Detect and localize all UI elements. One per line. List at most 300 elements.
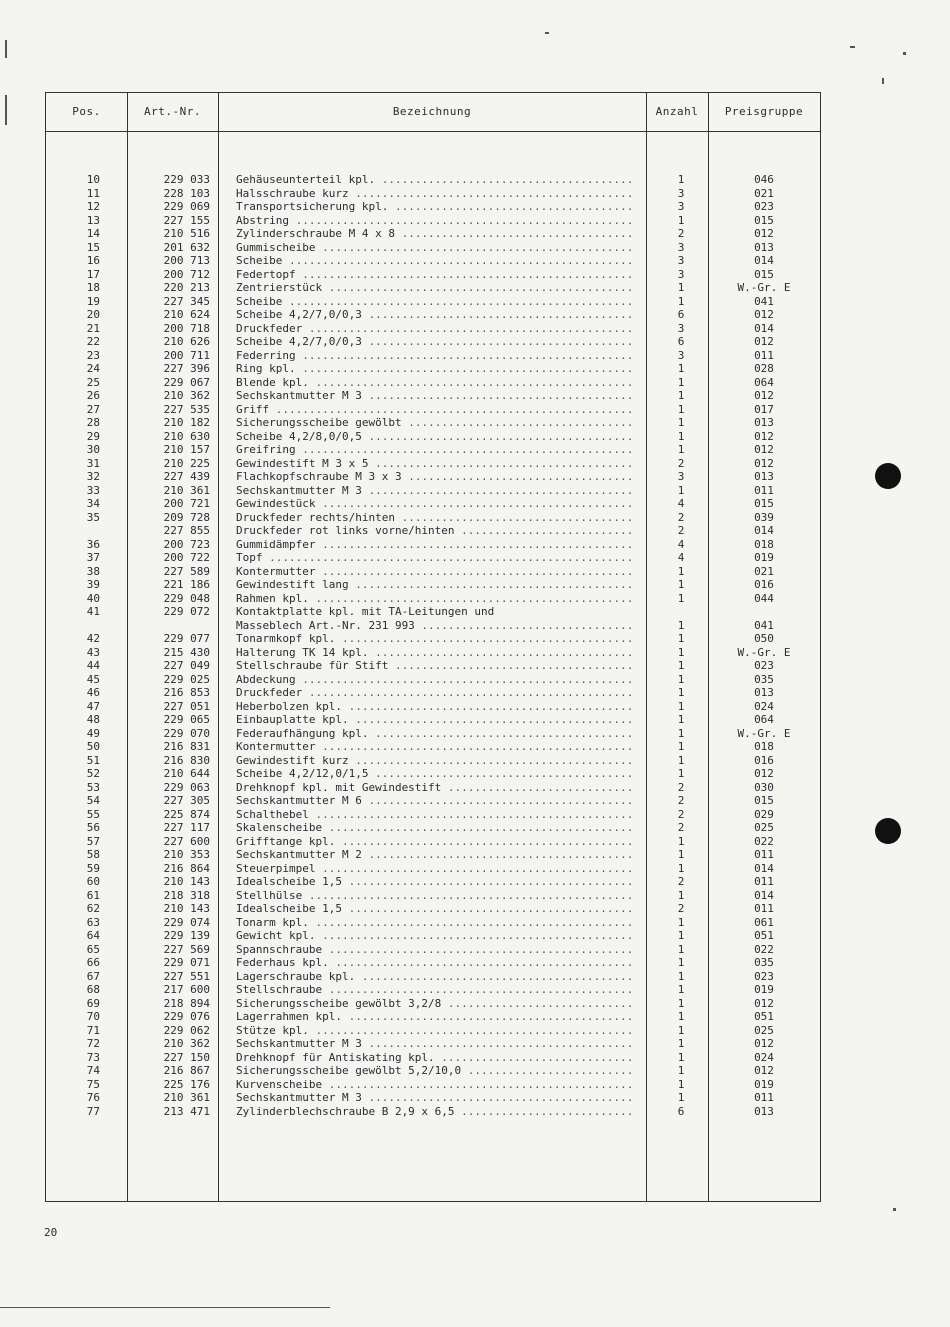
- part-description: [236, 403, 634, 417]
- price-group: 012: [754, 456, 774, 470]
- part-description: [236, 484, 634, 498]
- article-number: 229 033: [163, 173, 210, 186]
- position-number: 44: [86, 659, 100, 672]
- price-group: 015: [754, 267, 774, 281]
- table-row: [46, 511, 820, 525]
- price-group: 064: [754, 713, 774, 726]
- article-number: 210 624: [163, 308, 210, 321]
- part-description-line: Sicherungsscheibe gewölbt 5,2/10,0 .....: [236, 1064, 634, 1078]
- quantity: 1: [677, 173, 685, 186]
- position-number: 55: [86, 807, 100, 821]
- table-row: [46, 457, 820, 471]
- quantity: 2: [677, 456, 685, 470]
- scan-mark: [850, 46, 855, 48]
- part-description: [236, 524, 634, 538]
- header-bezeichnung: Bezeichnung: [392, 105, 472, 118]
- quantity: 1: [677, 1037, 685, 1050]
- part-description-line: Sechskantmutter M 2 .....: [236, 848, 634, 862]
- table-row: [46, 565, 820, 579]
- article-number: 216 864: [163, 861, 210, 875]
- part-description-line: Kontermutter .....: [236, 740, 634, 754]
- part-description: [236, 686, 634, 700]
- part-description: [236, 281, 634, 295]
- article-number: 216 853: [163, 686, 210, 699]
- quantity: 1: [677, 375, 685, 389]
- article-number: 229 077: [163, 632, 210, 645]
- part-description: [236, 673, 634, 687]
- article-number: 229 076: [163, 1010, 210, 1023]
- part-description: [236, 781, 634, 795]
- part-description-line: Sechskantmutter M 3 .....: [236, 1091, 634, 1105]
- part-description: [236, 646, 634, 660]
- part-description: [236, 349, 634, 363]
- scan-mark: [882, 78, 884, 84]
- article-number: 227 049: [163, 659, 210, 672]
- quantity: 1: [677, 848, 685, 861]
- quantity: 1: [677, 578, 685, 591]
- quantity: 6: [677, 1104, 685, 1118]
- quantity: 1: [677, 861, 685, 875]
- table-row: [46, 268, 820, 282]
- part-description-line: Zylinderblechschraube B 2,9 x 6,5 .....: [236, 1105, 634, 1119]
- table-row: [46, 308, 820, 322]
- quantity: 1: [677, 888, 685, 902]
- part-description: [236, 214, 634, 228]
- table-row: [46, 727, 820, 741]
- position-number: 57: [86, 834, 100, 848]
- part-description-line: Scheibe 4,2/12,0/1,5 .....: [236, 767, 634, 781]
- table-row: [46, 862, 820, 876]
- article-number: 200 718: [163, 321, 210, 335]
- position-number: 72: [86, 1037, 100, 1050]
- header-pos: Pos.: [72, 105, 101, 118]
- part-description: [236, 862, 634, 876]
- quantity: 1: [677, 564, 685, 578]
- quantity: 3: [677, 186, 685, 200]
- position-number: 10: [86, 173, 100, 186]
- part-description-line: Gewindestift lang .....: [236, 578, 634, 592]
- part-description: [236, 443, 634, 457]
- position-number: 22: [86, 335, 100, 348]
- position-number: 26: [86, 389, 100, 402]
- article-number: 229 069: [163, 200, 210, 213]
- table-row: [46, 416, 820, 430]
- part-description-line: Kurvenscheibe .....: [236, 1078, 634, 1092]
- price-group: 019: [754, 983, 774, 996]
- position-number: 66: [86, 956, 100, 969]
- part-description: [236, 592, 634, 606]
- article-number: 210 644: [163, 767, 210, 780]
- table-row: [46, 767, 820, 781]
- table-row: [46, 551, 820, 565]
- table-row: [46, 470, 820, 484]
- position-number: 71: [86, 1023, 100, 1037]
- quantity: 1: [677, 389, 685, 402]
- quantity: 3: [677, 470, 685, 483]
- price-group: 011: [754, 348, 774, 362]
- part-description: [236, 605, 634, 632]
- part-description-line: Druckfeder rot links vorne/hinten .....: [236, 524, 634, 538]
- quantity: 1: [677, 416, 685, 429]
- position-number: 63: [86, 915, 100, 929]
- quantity: 1: [677, 983, 685, 996]
- part-description-line: Griff .....: [236, 403, 634, 417]
- position-number: 37: [86, 551, 100, 564]
- price-group: 025: [754, 1023, 774, 1037]
- position-number: 23: [86, 348, 100, 362]
- part-description: [236, 565, 634, 579]
- position-number: 14: [86, 227, 100, 240]
- position-number: 40: [86, 591, 100, 605]
- part-description-line: Abstring .....: [236, 214, 634, 228]
- price-group: 046: [754, 173, 774, 186]
- article-number: 210 157: [163, 443, 210, 456]
- price-group: 013: [754, 416, 774, 429]
- price-group: 019: [754, 1077, 774, 1091]
- part-description-line: Scheibe 4,2/7,0/0,3 .....: [236, 308, 634, 322]
- article-number: 227 305: [163, 794, 210, 807]
- part-description: [236, 632, 634, 646]
- part-description: [236, 538, 634, 552]
- table-row: [46, 1051, 820, 1065]
- price-group: W.-Gr. E: [737, 726, 791, 740]
- part-description-line: Stütze kpl. .....: [236, 1024, 634, 1038]
- part-description: [236, 727, 634, 741]
- article-number: 210 361: [163, 1091, 210, 1104]
- article-number: 227 345: [163, 294, 210, 308]
- position-number: 51: [86, 753, 100, 767]
- quantity: 1: [677, 213, 685, 227]
- part-description-line: Scheibe 4,2/7,0/0,3 .....: [236, 335, 634, 349]
- price-group: 024: [754, 1050, 774, 1064]
- article-number: 218 894: [163, 996, 210, 1010]
- position-number: 30: [86, 443, 100, 456]
- part-description-line: Skalenscheibe .....: [236, 821, 634, 835]
- price-group: 012: [754, 429, 774, 443]
- position-number: 33: [86, 483, 100, 497]
- article-number: 229 048: [163, 591, 210, 605]
- part-description-line: Zylinderschraube M 4 x 8 .....: [236, 227, 634, 241]
- price-group: 023: [754, 200, 774, 213]
- position-number: 60: [86, 875, 100, 888]
- part-description-line: Sechskantmutter M 3 .....: [236, 1037, 634, 1051]
- quantity: 1: [677, 443, 685, 456]
- table-row: [46, 200, 820, 214]
- price-group: W.-Gr. E: [737, 281, 791, 294]
- part-description-line: Gewicht kpl. .....: [236, 929, 634, 943]
- scan-mark: [5, 95, 7, 125]
- article-number: 210 143: [163, 902, 210, 915]
- part-description: [236, 970, 634, 984]
- part-description: [236, 457, 634, 471]
- table-row: [46, 875, 820, 889]
- part-description-line: Federhaus kpl. .....: [236, 956, 634, 970]
- part-description: [236, 497, 634, 511]
- quantity: 1: [677, 996, 685, 1010]
- position-number: 65: [86, 942, 100, 956]
- price-group: 015: [754, 497, 774, 510]
- price-group: 014: [754, 524, 774, 537]
- article-number: 227 600: [163, 834, 210, 848]
- article-number: 225 176: [163, 1077, 210, 1091]
- quantity: 1: [677, 362, 685, 375]
- position-number: 69: [86, 996, 100, 1010]
- position-number: 21: [86, 321, 100, 335]
- part-description: [236, 254, 634, 268]
- part-description-line: Abdeckung .....: [236, 673, 634, 687]
- part-description-line: Federring .....: [236, 349, 634, 363]
- part-description-line: Scheibe 4,2/8,0/0,5 .....: [236, 430, 634, 444]
- part-description-line: Tonarm kpl. .....: [236, 916, 634, 930]
- part-description-line: Scheibe .....: [236, 254, 634, 268]
- part-description: [236, 376, 634, 390]
- part-description-line: Druckfeder .....: [236, 686, 634, 700]
- part-description: [236, 767, 634, 781]
- parts-rows: [46, 173, 820, 1118]
- article-number: 227 551: [163, 969, 210, 983]
- price-group: 018: [754, 537, 774, 551]
- article-number: 229 062: [163, 1023, 210, 1037]
- scan-mark: [893, 1208, 896, 1211]
- part-description: [236, 794, 634, 808]
- quantity: 4: [677, 551, 685, 564]
- table-row: [46, 214, 820, 228]
- price-group: 016: [754, 753, 774, 767]
- table-row: [46, 187, 820, 201]
- quantity: 1: [677, 834, 685, 848]
- table-row: [46, 322, 820, 336]
- article-number: 217 600: [163, 983, 210, 996]
- price-group: 029: [754, 807, 774, 821]
- position-number: 77: [86, 1104, 100, 1118]
- price-group: 035: [754, 672, 774, 686]
- part-description: [236, 1024, 634, 1038]
- part-description: [236, 430, 634, 444]
- position-number: 46: [86, 686, 100, 699]
- part-description-line: Druckfeder rechts/hinten .....: [236, 511, 634, 525]
- position-number: 36: [86, 537, 100, 551]
- header-divider: [46, 131, 820, 132]
- table-row: [46, 983, 820, 997]
- quantity: 2: [677, 510, 685, 524]
- table-row: [46, 997, 820, 1011]
- table-row: [46, 484, 820, 498]
- price-group: 061: [754, 915, 774, 929]
- position-number: 73: [86, 1050, 100, 1064]
- article-number: 227 855: [163, 524, 210, 537]
- part-description: [236, 227, 634, 241]
- quantity: 1: [677, 686, 685, 699]
- part-description: [236, 875, 634, 889]
- article-number: 218 318: [163, 888, 210, 902]
- table-row: [46, 889, 820, 903]
- position-number: 50: [86, 740, 100, 753]
- part-description: [236, 362, 634, 376]
- table-row: [46, 956, 820, 970]
- part-description-line: Halterung TK 14 kpl. .....: [236, 646, 634, 660]
- position-number: 54: [86, 794, 100, 807]
- part-description: [236, 187, 634, 201]
- part-description-line: Stellschraube für Stift .....: [236, 659, 634, 673]
- scan-mark: [5, 40, 7, 58]
- position-number: 75: [86, 1077, 100, 1091]
- price-group: 012: [754, 1064, 774, 1077]
- position-number: 76: [86, 1091, 100, 1104]
- position-number: 45: [86, 672, 100, 686]
- quantity: 2: [677, 524, 685, 537]
- price-group: 011: [754, 483, 774, 497]
- table-row: [46, 700, 820, 714]
- table-row: [46, 1010, 820, 1024]
- article-number: 227 396: [163, 362, 210, 375]
- part-description-line: Schalthebel .....: [236, 808, 634, 822]
- part-description-line: Scheibe .....: [236, 295, 634, 309]
- part-description-line: Flachkopfschraube M 3 x 3 .....: [236, 470, 634, 484]
- part-description-line: Idealscheibe 1,5 .....: [236, 875, 634, 889]
- table-row: [46, 821, 820, 835]
- article-number: 229 063: [163, 780, 210, 794]
- article-number: 200 722: [163, 551, 210, 564]
- price-group: 012: [754, 308, 774, 321]
- quantity: 1: [677, 699, 685, 713]
- part-description-line: Transportsicherung kpl. .....: [236, 200, 634, 214]
- position-number: 38: [86, 564, 100, 578]
- table-row: [46, 902, 820, 916]
- article-number: 221 186: [163, 578, 210, 591]
- part-description-line: Grifftange kpl. .....: [236, 835, 634, 849]
- part-description: [236, 808, 634, 822]
- article-number: 210 361: [163, 483, 210, 497]
- article-number: 225 874: [163, 807, 210, 821]
- part-description-line: Sechskantmutter M 3 .....: [236, 484, 634, 498]
- part-description-line: Lagerschraube kpl. .....: [236, 970, 634, 984]
- part-description-line: Topf .....: [236, 551, 634, 565]
- price-group: 014: [754, 254, 774, 267]
- article-number: 228 103: [163, 186, 210, 200]
- quantity: 3: [677, 200, 685, 213]
- bottom-edge-line: [0, 1307, 330, 1308]
- position-number: 56: [86, 821, 100, 834]
- article-number: 210 143: [163, 875, 210, 888]
- part-description: [236, 700, 634, 714]
- part-description: [236, 511, 634, 525]
- position-number: 35: [86, 510, 100, 524]
- quantity: 1: [677, 402, 685, 416]
- article-number: 210 362: [163, 1037, 210, 1050]
- article-number: 227 439: [163, 470, 210, 483]
- price-group: 012: [754, 443, 774, 456]
- part-description: [236, 997, 634, 1011]
- article-number: 229 071: [163, 956, 210, 969]
- position-number: 62: [86, 902, 100, 915]
- price-group: 011: [754, 902, 774, 915]
- quantity: 1: [677, 956, 685, 969]
- article-number: 229 070: [163, 726, 210, 740]
- article-number: 229 025: [163, 672, 210, 686]
- part-description-line: Einbauplatte kpl. .....: [236, 713, 634, 727]
- quantity: 1: [677, 591, 685, 605]
- position-number: 59: [86, 861, 100, 875]
- quantity: 3: [677, 267, 685, 281]
- punch-hole: [875, 463, 901, 489]
- price-group: 035: [754, 956, 774, 969]
- price-group: 011: [754, 848, 774, 861]
- table-row: [46, 659, 820, 673]
- article-number: 216 830: [163, 753, 210, 767]
- article-number: 210 225: [163, 456, 210, 470]
- article-number: 200 721: [163, 497, 210, 510]
- article-number: 210 516: [163, 227, 210, 240]
- part-description: [236, 943, 634, 957]
- quantity: 1: [677, 726, 685, 740]
- article-number: 200 723: [163, 537, 210, 551]
- article-number: 215 430: [163, 645, 210, 659]
- article-number: 210 182: [163, 416, 210, 429]
- article-number: 227 589: [163, 564, 210, 578]
- article-number: 229 074: [163, 915, 210, 929]
- quantity: 2: [677, 794, 685, 807]
- position-number: 43: [86, 645, 100, 659]
- scan-mark: [545, 32, 549, 34]
- part-description-line: Heberbolzen kpl. .....: [236, 700, 634, 714]
- article-number: 229 072: [163, 605, 210, 618]
- quantity: 1: [677, 1010, 685, 1023]
- quantity: 1: [677, 632, 685, 645]
- position-number: 18: [86, 281, 100, 294]
- quantity: 1: [677, 1050, 685, 1064]
- header-art-nr: Art.-Nr.: [144, 105, 201, 118]
- price-group: 044: [754, 591, 774, 605]
- price-group: 051: [754, 1010, 774, 1023]
- part-description: [236, 268, 634, 282]
- table-row: [46, 794, 820, 808]
- table-row: [46, 254, 820, 268]
- quantity: 1: [677, 713, 685, 726]
- position-number: 68: [86, 983, 100, 996]
- position-number: 16: [86, 254, 100, 267]
- quantity: 2: [677, 807, 685, 821]
- price-group: 012: [754, 767, 774, 780]
- position-number: 25: [86, 375, 100, 389]
- part-description-line: Federtopf .....: [236, 268, 634, 282]
- part-description-line: Masseblech Art.-Nr. 231 993 .....: [236, 619, 634, 633]
- part-description: [236, 470, 634, 484]
- price-group: 012: [754, 389, 774, 402]
- part-description: [236, 200, 634, 214]
- table-row: [46, 1091, 820, 1105]
- article-number: 227 155: [163, 213, 210, 227]
- part-description: [236, 929, 634, 943]
- quantity: 1: [677, 1077, 685, 1091]
- part-description-line: Lagerrahmen kpl. .....: [236, 1010, 634, 1024]
- article-number: 216 867: [163, 1064, 210, 1077]
- quantity: 1: [677, 659, 685, 672]
- table-row: [46, 970, 820, 984]
- position-number: 12: [86, 200, 100, 213]
- part-description: [236, 848, 634, 862]
- table-row: [46, 227, 820, 241]
- price-group: 022: [754, 834, 774, 848]
- position-number: 34: [86, 497, 100, 510]
- part-description-line: Gehäuseunterteil kpl. .....: [236, 173, 634, 187]
- part-description-line: Drehknopf kpl. mit Gewindestift .....: [236, 781, 634, 795]
- punch-hole: [875, 818, 901, 844]
- part-description-line: Idealscheibe 1,5 .....: [236, 902, 634, 916]
- table-row: [46, 686, 820, 700]
- part-description: [236, 754, 634, 768]
- position-number: 27: [86, 402, 100, 416]
- part-description: [236, 308, 634, 322]
